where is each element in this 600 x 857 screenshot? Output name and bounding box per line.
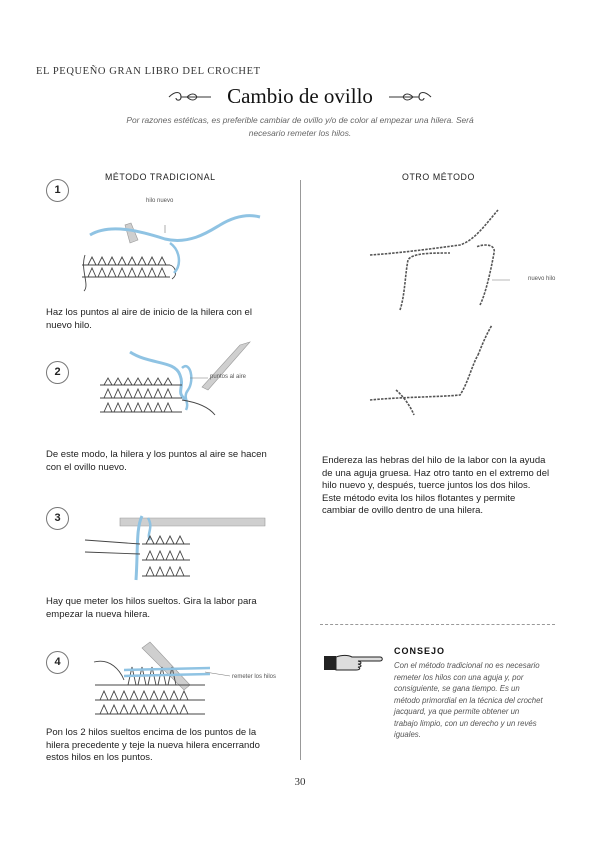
step-number-3: 3 xyxy=(46,507,69,530)
pointing-hand-icon xyxy=(322,648,384,674)
other-method-heading: OTRO MÉTODO xyxy=(402,172,475,182)
column-divider xyxy=(300,180,301,760)
other-method-twist-illustration xyxy=(360,205,530,405)
step-3-text: Hay que meter los hilos sueltos. Gira la labor para empezar la nueva hilera. xyxy=(46,596,257,620)
other-method-text: Endereza las hebras del hilo de la labor con la ayuda de una aguja gruesa. Haz otro tanto en el extremo del hilo nuevo y, después, tuerce juntos los dos hilos. Este método evita los hilos flotantes y permite cambiar de ovillo dentro de una hilera. xyxy=(322,455,550,516)
intro-text: Por razones estéticas, es preferible cambiar de ovillo y/o de color al empezar una hilera. Será necesario remeter los hilos. xyxy=(126,115,474,138)
step-3-illustration xyxy=(80,510,280,590)
chain-stitches-callout: puntos al aire xyxy=(210,374,247,380)
tip-text: Con el método tradicional no es necesario remeter los hilos con una aguja y, por consiguiente, se gana tiempo. Es un método primordial en la técnica del crochet jacquard, ya que permite obtener un trabajo limpio, con un derecho y un revés iguales. xyxy=(394,661,543,739)
book-title: EL PEQUEÑO GRAN LIBRO DEL CROCHET xyxy=(36,66,261,77)
traditional-method-heading: MÉTODO TRADICIONAL xyxy=(105,172,216,182)
right-ornament-icon xyxy=(387,90,433,104)
left-ornament-icon xyxy=(167,90,213,104)
step-4-illustration xyxy=(80,640,280,720)
new-yarn-callout: hilo nuevo xyxy=(146,198,174,204)
page-number: 30 xyxy=(294,776,306,788)
weave-in-ends-callout: remeter los hilos xyxy=(232,674,277,680)
chapter-title: Cambio de ovillo xyxy=(227,84,373,108)
step-1-text: Haz los puntos al aire de inicio de la hilera con el nuevo hilo. xyxy=(46,307,252,331)
step-number-2: 2 xyxy=(46,361,69,384)
step-4-text: Pon los 2 hilos sueltos encima de los puntos de la hilera precedente y teje la nueva hilera encerrando estos hilos en los puntos. xyxy=(46,727,260,763)
step-number-1: 1 xyxy=(46,179,69,202)
step-1-illustration xyxy=(70,195,280,295)
step-number-4: 4 xyxy=(46,651,69,674)
tip-heading: CONSEJO xyxy=(394,646,446,656)
tip-divider xyxy=(320,624,555,625)
step-2-text: De este modo, la hilera y los puntos al aire se hacen con el ovillo nuevo. xyxy=(46,449,267,473)
chapter-heading xyxy=(0,84,600,109)
step-2-illustration xyxy=(90,340,270,430)
new-thread-callout: nuevo hilo xyxy=(528,276,556,282)
